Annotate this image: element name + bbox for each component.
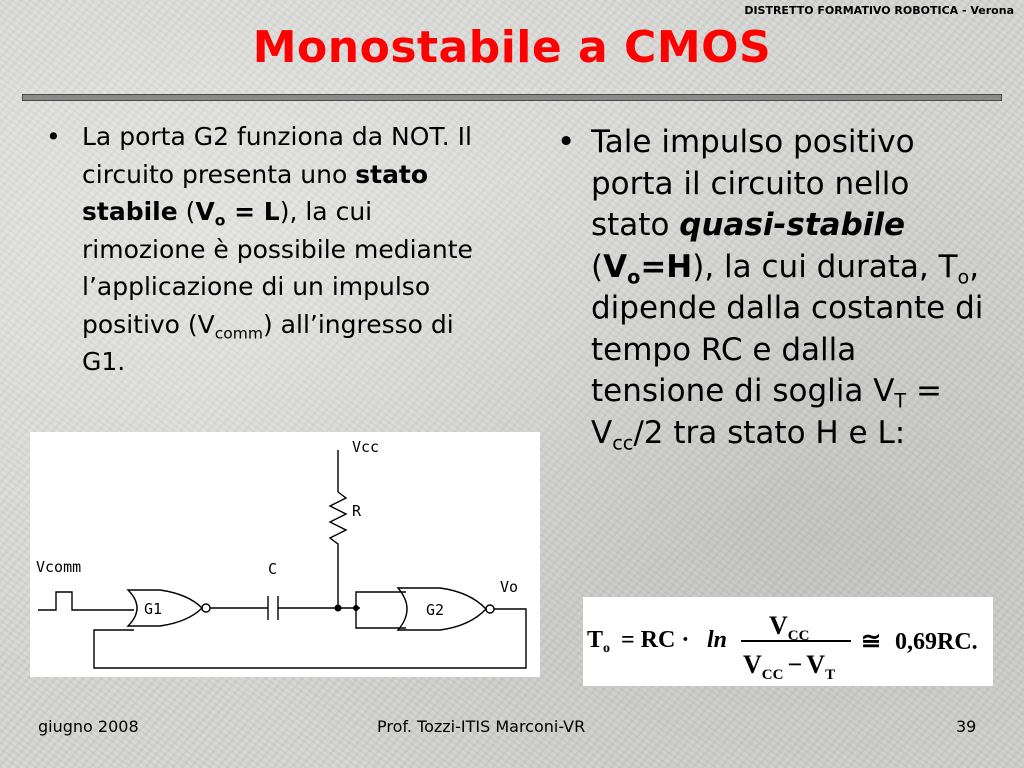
organization-label: DISTRETTO FORMATIVO ROBOTICA - Verona xyxy=(744,4,1014,17)
title-divider xyxy=(22,94,1002,101)
v-letter: V xyxy=(603,248,628,285)
equals-l: = L xyxy=(225,197,280,226)
node-dot-2 xyxy=(353,605,359,611)
g1-gate-body xyxy=(128,590,202,626)
v-letter: V xyxy=(195,197,215,226)
gate-g2-label: G2 xyxy=(426,601,445,619)
formula-approx: ≅ xyxy=(861,629,882,655)
output-label: Vo xyxy=(500,578,519,596)
formula-num-sub: CC xyxy=(787,628,810,644)
g1-output-bubble xyxy=(202,604,210,612)
formula-den-a-sub: CC xyxy=(761,667,784,683)
subscript-o: o xyxy=(957,265,970,289)
duration-formula xyxy=(583,597,993,686)
subscript-t: T xyxy=(894,389,907,413)
text-run: , dipende dalla costante di tempo RC e dalla tensione di soglia V xyxy=(591,248,984,409)
slide-title: Monostabile a CMOS xyxy=(252,22,772,73)
left-bullet-text xyxy=(82,118,502,381)
footer-date: giugno 2008 xyxy=(38,717,139,736)
text-run: la cui durata, T xyxy=(714,248,958,285)
vcc-label: Vcc xyxy=(352,438,380,456)
text-run: ( xyxy=(177,197,196,226)
stable-state-term: stato stabile xyxy=(82,159,429,226)
gate-g1-label: G1 xyxy=(144,600,163,618)
text-run: /2 tra stato H e L: xyxy=(633,414,906,451)
subscript-o: o xyxy=(627,265,641,289)
g2-input-a-wire xyxy=(356,592,406,608)
text-run: = V xyxy=(591,373,942,451)
formula-den-b: V xyxy=(806,650,826,679)
page-number: 39 xyxy=(956,717,977,736)
right-bullet-text xyxy=(591,122,986,454)
input-label: Vcomm xyxy=(36,558,82,576)
formula-t: T xyxy=(587,627,604,653)
g2-output-bubble xyxy=(486,605,494,613)
quasi-stable-term: quasi-stabile xyxy=(679,207,906,243)
formula-den-a: V xyxy=(743,650,762,679)
bullet-icon: • xyxy=(557,124,576,160)
subscript-comm: comm xyxy=(214,323,263,342)
text-run: ( xyxy=(591,248,604,285)
subscript-o: o xyxy=(214,211,226,230)
formula-eq-rc: = RC · xyxy=(621,627,690,653)
footer-author: Prof. Tozzi-ITIS Marconi-VR xyxy=(377,717,586,736)
text-run: Tale impulso positivo porta il circuito nello stato xyxy=(591,124,915,243)
formula-den-b-sub: T xyxy=(825,667,836,683)
formula-num: V xyxy=(769,611,788,640)
formula-svg xyxy=(583,597,993,686)
formula-result: 0,69RC. xyxy=(895,629,978,655)
formula-ln: ln xyxy=(707,627,728,653)
text-run: ) all’ingresso di G1. xyxy=(82,309,454,376)
formula-t-sub: o xyxy=(603,641,611,656)
resistor-label: R xyxy=(352,502,362,520)
circuit-svg xyxy=(30,432,540,677)
input-pulse xyxy=(38,592,80,610)
vo-h-symbol xyxy=(603,248,693,289)
capacitor-label: C xyxy=(268,560,278,578)
svg-text:To xyxy=(587,627,610,656)
text-run: ), la cui rimozione è possibile mediante l’applicazione di un impulso positivo (V xyxy=(82,197,473,339)
vo-symbol xyxy=(195,197,280,230)
resistor-symbol xyxy=(330,492,346,608)
g2-input-b-wire xyxy=(356,608,406,628)
svg-text:VCC xyxy=(769,611,809,644)
node-dot xyxy=(335,605,342,612)
equals-h: =H xyxy=(640,248,693,285)
svg-text:VCC−VT xyxy=(743,650,835,683)
bullet-icon: • xyxy=(46,122,61,151)
monostable-circuit-diagram xyxy=(30,432,540,677)
formula-minus: − xyxy=(787,650,803,679)
text-run: ), xyxy=(692,248,715,285)
subscript-cc: cc xyxy=(612,431,634,455)
text-run: La porta G2 funziona da NOT. Il circuito presenta uno xyxy=(82,122,472,189)
